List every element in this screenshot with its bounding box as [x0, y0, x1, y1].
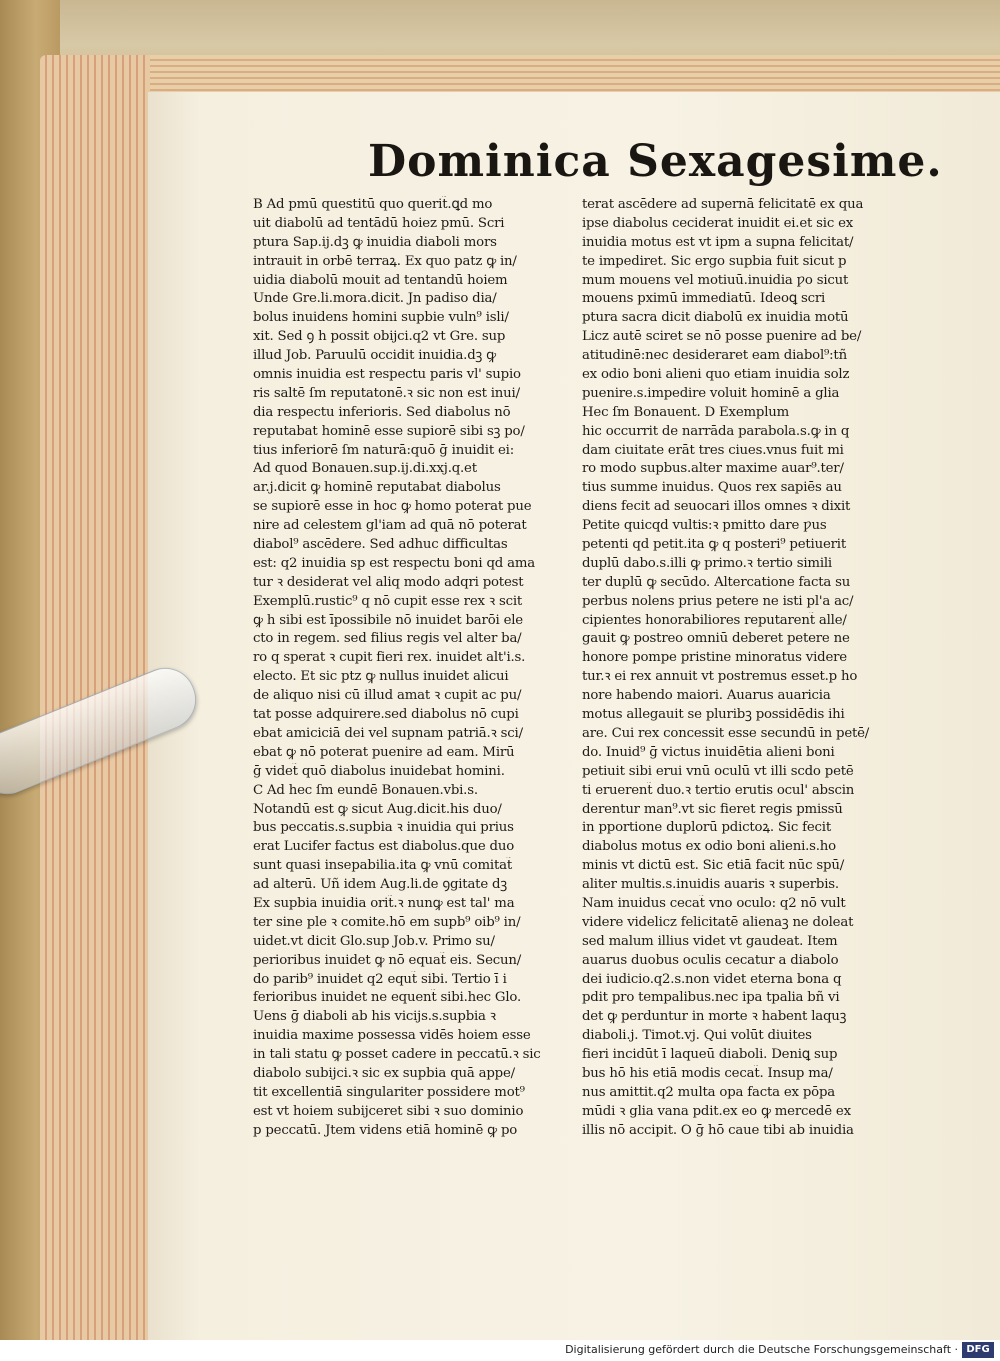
- text-line: ris saltē ſm reputatonē.ꝛ sic non est inui/: [253, 385, 520, 401]
- text-line: aliter multis.s.inuidis auaris ꝛ superbis.: [582, 877, 839, 893]
- text-line: ferioribus inuidet ne equent̃ sibi.hec Glo.: [253, 990, 521, 1006]
- text-line: uit diabolū ad tentādū hoiez pmū. Scri: [253, 215, 505, 231]
- text-line: ti eruerent̃ duo.ꝛ tertio erutis ocul' abscin: [582, 782, 855, 798]
- text-line: ḡ videt̃ quō diabolus inuidebat homini.: [253, 763, 505, 779]
- text-line: illis nō accipit. O ḡ hō caue tibi ab inuidia: [582, 1122, 854, 1138]
- text-line: ter duplū ꝙ secūdo. Altercatione facta su: [582, 574, 851, 590]
- text-line: bolus inuidens homini supbie vuln⁹ isli/: [253, 310, 509, 326]
- text-line: uidet.vt dicit Glo.sup Job.v. Primo su/: [253, 933, 495, 949]
- text-column-right: [582, 196, 912, 1141]
- text-line: dam ciuitate erāt tres ciues.vnus fuit mi: [582, 442, 844, 458]
- text-line: omnis inuidia est respectu paris vl' supio: [253, 367, 521, 383]
- text-line: videre videlicz felicitatē alienaꝫ ne doleat: [582, 914, 854, 930]
- text-line: pdit pro tempalibus.nec ipa tpalia bñ vi: [582, 990, 840, 1006]
- text-line: in pportione duplorū pdictoꝝ. Sic fecit: [582, 820, 831, 836]
- text-line: diabolo subijci.ꝛ sic ex supbia quā appe/: [253, 1065, 515, 1081]
- text-line: perbus nolens prius petere ne isti pl'a ac/: [582, 593, 854, 609]
- text-line: diabolus motus ex odio boni alieni.s.ho: [582, 839, 836, 855]
- text-line: ex odio boni alieni quo etiam inuidia solz: [582, 367, 850, 383]
- text-column-left: [253, 196, 583, 1141]
- text-line: det ꝙ perduntur in morte ꝛ habent laquꝫ: [582, 1009, 847, 1025]
- text-line: ipse diabolus ceciderat inuidit ei.et sic ex: [582, 215, 854, 231]
- text-line: sed malum illius videt vt gaudeat. Item: [582, 933, 838, 949]
- dfg-logo: DFG: [962, 1342, 994, 1358]
- text-line: B Ad pmū questitū quo querit̃.ꝗd mo: [253, 197, 493, 212]
- text-line: intrauit in orbē terraꝝ. Ex quo patz ꝙ in/: [253, 253, 517, 269]
- text-line: inuidia maxime possessa vidēs hoiem esse: [253, 1028, 531, 1044]
- text-line: ad alterū. Uñ idem Aug.li.de ꝯgitate dꝫ: [253, 877, 507, 893]
- text-line: te impediret. Sic ergo supbia fuit sicut p: [582, 253, 847, 269]
- text-line: tius summe inuidus. Quos rex sapiēs au: [582, 480, 842, 496]
- funding-credit: Digitalisierung gefördert durch die Deutsche Forschungsgemeinschaft ·: [565, 1343, 958, 1356]
- text-line: do. Inuid⁹ ḡ victus inuidētia alieni boni: [582, 744, 835, 760]
- text-line: do parib⁹ inuidet q2 equt̃ sibi. Tertio ī i: [253, 971, 507, 987]
- text-line: ptura Sap.ij.dꝫ ꝙ inuidia diaboli mors: [253, 234, 497, 250]
- text-line: derentur man⁹.vt sic fieret regis pmissū: [582, 801, 843, 817]
- text-line: ebat ꝙ nō poterat puenire ad eam. Mirū: [253, 744, 515, 760]
- running-head: Dominica Sexagesime.: [368, 136, 943, 187]
- text-line: p peccatū. Jtem videns etiā hominē ꝙ po: [253, 1122, 518, 1138]
- text-line: puenire.s.impedire voluit hominē a glia: [582, 385, 840, 401]
- text-line: tur.ꝛ ei rex annuit vt postremus esset.p ho: [582, 669, 858, 685]
- text-line: mouens pximū immediatū. Ideoꝗ scri: [582, 291, 826, 307]
- text-line: se supiorē esse in hoc ꝙ homo poterat pue: [253, 499, 532, 515]
- text-line: Ex supbia inuidia orit̃.ꝛ nunꝙ est tal' ma: [253, 895, 515, 911]
- text-line: nore habendo maiori. Auarus auaricia: [582, 688, 831, 704]
- text-line: nus amittit.q2 multa opa facta ex pōpa: [582, 1084, 836, 1100]
- text-line: tat posse adquirere.sed diabolus nō cupi: [253, 707, 519, 723]
- text-line: gauit ꝙ postreo omniū deberet petere ne: [582, 631, 850, 647]
- text-line: ro modo supbus.alter maxime auar⁹.ter/: [582, 461, 844, 477]
- text-line: cipientes honorabiliores reputarent̃ alle/: [582, 612, 847, 628]
- text-line: de aliquo nisi cū illud amat ꝛ cupit ac pu/: [253, 688, 522, 704]
- text-line: duplū dabo.s.illi ꝙ primo.ꝛ tertio simili: [582, 555, 832, 571]
- text-line: tit excellentiā singulariter possidere mot⁹: [253, 1084, 525, 1100]
- text-line: erat Lucifer factus est diabolus.que duo: [253, 839, 515, 855]
- text-line: dia respectu inferioris. Sed diabolus nō: [253, 404, 511, 420]
- text-line: reputabat hominē esse supiorē sibi sꝫ po/: [253, 423, 525, 439]
- text-line: atitudinē:nec desideraret eam diabol⁹:tñ: [582, 348, 847, 364]
- text-line: fieri incidūt ī laqueū diaboli. Deniꝗ sup: [582, 1047, 838, 1063]
- text-line: ar.j.dicit ꝙ hominē reputabat diabolus: [253, 480, 501, 496]
- text-line: inuidia motus est vt ipm a supna felicitat/: [582, 234, 854, 250]
- text-line: illud Job. Paruulū occidit inuidia.dꝫ ꝙ: [253, 348, 496, 364]
- text-line: minis vt dictū est. Sic etiā facit nūc spū/: [582, 858, 844, 874]
- text-line: bus hō his etiā modis cecat̃. Insup ma/: [582, 1065, 833, 1081]
- text-line: electo. Et sic ptz ꝙ nullus inuidet alicui: [253, 669, 509, 685]
- text-line: uidia diabolū mouit ad tentandū hoiem: [253, 272, 508, 288]
- text-line: ter sine ple ꝛ comite.hō em supb⁹ oib⁹ in/: [253, 914, 521, 930]
- text-line: in tali statu ꝙ posset cadere in peccatū.ꝛ sic: [253, 1047, 541, 1063]
- text-line: sunt quasi insepabilia.ita ꝙ vnū comitat̃: [253, 858, 512, 874]
- text-line: cto in regem. sed filius regis vel alter ba/: [253, 631, 522, 647]
- text-line: Nam inuidus cecat̃ vno oculo: q2 nō vult: [582, 895, 846, 911]
- text-line: Licz autē sciret se nō posse puenire ad be/: [582, 329, 862, 345]
- text-line: diaboli.j. Timot.vj. Qui volūt diuites: [582, 1028, 812, 1044]
- footer-bar: [0, 1340, 1000, 1361]
- text-line: tius inferiorē ſm naturā:quō ḡ inuidit ei:: [253, 442, 515, 458]
- text-line: perioribus inuidet ꝙ nō equat̃ eis. Secun/: [253, 952, 521, 968]
- text-line: ꝙ h sibi est īpossibile nō inuidet barōi ele: [253, 612, 523, 628]
- text-line: honore pompe pristine minoratus videre: [582, 650, 847, 666]
- text-line: Uens ḡ diaboli ab his vicijs.s.supbia ꝛ: [253, 1009, 496, 1025]
- text-line: tur ꝛ desiderat vel aliq modo adqri potest: [253, 574, 524, 590]
- text-line: C Ad hec ſm eundē Bonauen.vbi.s.: [253, 782, 478, 798]
- text-line: petenti qd petit.ita ꝙ q posteri⁹ petiuerit: [582, 537, 846, 553]
- text-line: ro q sperat ꝛ cupit fieri rex. inuidet alt'i.s.: [253, 650, 526, 666]
- text-line: ptura sacra dicit diabolū ex inuidia motū: [582, 310, 849, 326]
- text-line: terat ascēdere ad supernā felicitatē ex qua: [582, 197, 864, 212]
- text-line: mum mouens vel motiuū.inuidia ƿo sicut: [582, 272, 849, 288]
- text-line: Hec ſm Bonauent. D Exemplum: [582, 404, 790, 420]
- text-line: dei iudicio.q2.s.non videt eterna bona q: [582, 971, 842, 987]
- text-line: motus allegauit se pluribꝫ possidēdis ihi: [582, 707, 845, 723]
- text-line: Ad quod Bonauen.sup.ij.di.xxj.q.et: [253, 461, 477, 477]
- text-line: est vt hoiem subijceret sibi ꝛ suo dominio: [253, 1103, 524, 1119]
- text-line: are. Cui rex concessit esse secundū in petē/: [582, 725, 870, 741]
- text-line: Exemplū.rustic⁹ q nō cupit esse rex ꝛ scit: [253, 593, 523, 609]
- text-line: bus peccatis.s.supbia ꝛ inuidia qui prius: [253, 820, 514, 836]
- text-line: diabol⁹ ascēdere. Sed adhuc difficultas: [253, 537, 508, 553]
- text-line: est: q2 inuidia sp est respectu boni qd ama: [253, 555, 536, 571]
- text-line: mūdi ꝛ glia vana pdit.ex eo ꝙ mercedē ex: [582, 1103, 851, 1119]
- text-line: petiuit sibi erui vnū oculū vt illi scdo petē: [582, 763, 854, 779]
- text-line: xit. Sed ꝯ h possit obijci.q2 vt Gre. sup: [253, 329, 506, 345]
- text-line: diens fecit ad seuocari illos omnes ꝛ dixit: [582, 499, 851, 515]
- text-line: hic occurrit de narrāda parabola.s.ꝙ in q: [582, 423, 850, 439]
- text-line: Petite quicqd vultis:ꝛ pmitto dare ƿus: [582, 518, 827, 534]
- text-line: Notandū est ꝙ sicut Aug.dicit.his duo/: [253, 801, 502, 817]
- text-line: auarus duobus oculis cecatur a diabolo: [582, 952, 839, 968]
- text-line: ebat amiciciā dei vel supnam patriā.ꝛ sci/: [253, 725, 523, 741]
- text-line: Unde Gre.li.mora.dicit. Jn padiso dia/: [253, 291, 497, 307]
- text-line: nire ad celestem gl'iam ad quā nō poterat: [253, 518, 527, 534]
